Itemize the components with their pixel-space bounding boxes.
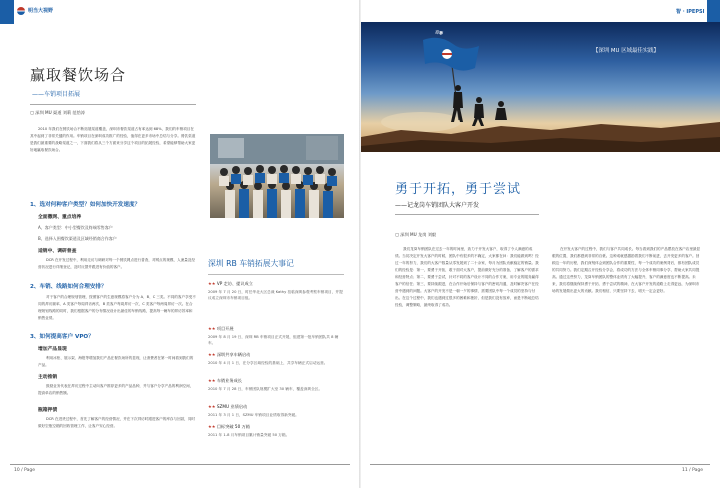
right-page-number: 11 / Page (682, 468, 703, 473)
timeline-event-6-desc: 2011 年 1-8 月车销项目累计销量突破 50 万箱。 (208, 433, 290, 437)
intro-paragraph: 2010 年我们在餐饮场合不断拓展渠道覆盖，深圳市餐饮渠道占有率达到 68%，我们的车销项目在其中起到了非常关键的作用。车销项目在深圳成功推广的经验，值得在更多市场中总结与分享。餐饮渠道是我们最重要的战略渠道之一，下面我们将从三个方面来分享这个项目的拓展经验，希望能够帮助大家更好地赢取餐饮场合。 (30, 127, 196, 152)
right-footer-rule (370, 464, 710, 465)
star-icon: ★★ (208, 352, 217, 357)
event-title-text: SZMU 业绩启动 (216, 404, 248, 409)
heading-1-item-a: A、客户类型：中小型餐饮及终端零售客户 (38, 225, 113, 230)
right-column-1 (395, 246, 539, 458)
heading-2-paragraph: 对于客户的合理规划管理，按照客户的生意规模将客户分为 A、B、C 三类。不同的客户享受不同的拜访频率，A 类客户每周拜访两次，B 类客户每周拜访一次，C 类客户每两周拜访一次。在合理规划线路的同时，我们根据客户的分布情况设计出最佳的车销线路，提高每一辆车的拜访效率和销售业绩。 (38, 295, 196, 320)
title-rule (30, 104, 196, 105)
brand-label: 智 · IPEPSI (676, 9, 705, 15)
heading-3-sub-3: 瓶箱押债 (38, 408, 58, 413)
heading-1-sub-1: 全面撒网、重点培养 (38, 215, 82, 220)
brand-tab (707, 0, 720, 24)
timeline-event-2-title (208, 326, 234, 332)
heading-3-sub-1: 增加产品显现 (38, 347, 67, 352)
right-column-1-paragraph: 我们龙岗车销团队在过去一年的时间里，致力于开发大客户，取得了令人满意的成绩。当初决定开发大客户的时候，团队中有很多的不确定，大家都在问：我们能做到吗？经过一年的努力，我们的大客户数量从零发展到了二十余家，每月为团队贡献稳定的销量。我们的经验是：第一，要勇于开拓，敢于面对大客户，提前做好充分的准备，了解客户的需求和经营特点；第二，要勇于尝试，针对不同的客户设计不同的合作方案，用专业的服务赢得客户的信任；第三，要持续跟进，在合作开始后保持与客户的密切沟通，及时解决客户在经营中遇到的问题。大客户的开发不是一朝一夕的事情，需要团队中每一个成员的坚持与付出。在这个过程中，我们也遇到过很多的困难和挫折，但是我们没有放弃，而是不断地总结经验，调整策略，最终取得了成功。 (395, 247, 539, 307)
event-title-text: 项目开展 (216, 326, 234, 331)
title-rule-right (395, 214, 539, 215)
byline: ▢ 深圳 MU 渠道 刘莉 范恰涛 (30, 110, 85, 115)
star-icon: ★★ (208, 281, 217, 286)
right-column-2 (552, 246, 702, 458)
article-subtitle: ——车销项目拓展 (32, 91, 81, 98)
heading-1: 1、选对何种客户类型？如何加快开发速度？ (30, 202, 141, 208)
heading-1-body (38, 257, 196, 279)
heading-3-body-3 (38, 416, 196, 452)
timeline-event-4-title (208, 378, 242, 384)
heading-3-body-2 (38, 383, 196, 405)
timeline-event-4-desc: 2010 年 7 月 28 日，车销团队规模扩大至 30 辆车，覆盖深圳全区。 (208, 387, 323, 391)
timeline-event-1-desc: 2009 年 7 月 20 日，时任华北大区总裁 Kathy 莅临深圳参观考察车销项目，并提议成立深圳市车销项目组。 (208, 290, 343, 301)
heading-3-body-1 (38, 355, 196, 370)
timeline-event-5-desc: 2011 年 3 月 1 日，SZMU 车销项目业绩取得新突破。 (208, 413, 299, 417)
heading-3-paragraph-1: 利用冰柜、展示架、海报等增加我们产品在餐饮场所的显现，让消费者在第一时间看到我们的产品。 (38, 356, 194, 367)
heading-3: 3、如何提高客户 VPO？ (30, 334, 94, 340)
intro-text (30, 126, 196, 192)
heading-3-paragraph-2: 鼓励业务代表在拜访过程中主动向客户推荐更多的产品品种，并与客户分享产品的利润空间，提高单店的销售额。 (38, 384, 194, 395)
right-column-2-paragraph: 在开发大客户的过程中，我们与客户共同成长。每当看到我们的产品摆放在客户店里最显眼的位置，我们都感到非常的自豪。这种成就感激励着我们不断前进，去开发更多的客户。回顾这一年的历程，我们深刻体会到团队合作的重要性，每一个成功的案例背后，都有团队成员的共同努力。我们定期召开经验分享会，将成功的方法与全体车销同事分享，帮助大家共同提高。通过这些努力，龙岗车销团队的整体业绩有了大幅提升，客户的满意度也不断提高。未来，我们将继续保持勇于开拓、勇于尝试的精神，在大客户开发的道路上走得更远，为深圳市场的发展做出更大的贡献。我们相信，只要坚持下去，明天一定会更好。 (552, 247, 701, 293)
article-subtitle-right: ——记龙岗车销团队大客户开发 (395, 202, 480, 209)
timeline-event-6-title (208, 424, 250, 430)
heading-3-sub-2: 主动推销 (38, 375, 58, 380)
timeline-event-1-title (208, 281, 253, 287)
heading-3-paragraph-3: DCR 在进货过程中，首先了解客户的经营情况，并在下次拜访时跟进客户的库存与回款，同时做好空瓶空箱的回收管理工作，让客户安心经营。 (38, 417, 196, 428)
article-title: 赢取餐饮场合 (30, 66, 127, 84)
event-title-text: 车销业务成长 (216, 378, 242, 383)
left-footer-rule (10, 464, 350, 465)
timeline-event-3-title (208, 352, 250, 358)
team-group-image (210, 134, 344, 218)
star-icon: ★★ (208, 404, 217, 409)
timeline-title: 深圳 RB 车销拓展大事记 (208, 259, 294, 268)
hero-photo (361, 22, 720, 152)
left-page-number: 10 / Page (14, 468, 35, 473)
timeline-rule (208, 274, 344, 275)
team-photo (210, 134, 344, 218)
event-title-text: VP 走访、提议成立 (216, 281, 253, 286)
heading-2-body (38, 294, 196, 328)
heading-1-sub-2: 适销中、调研普查 (38, 249, 77, 254)
event-title-text: 目标突破 50 万箱 (216, 424, 250, 429)
pepsi-logo-icon (17, 7, 25, 15)
section-label: 明当大视野 (28, 8, 54, 14)
star-icon: ★★ (208, 424, 217, 429)
star-icon: ★★ (208, 326, 217, 331)
star-icon: ★★ (208, 378, 217, 383)
event-title-text: 深圳共享车辆启动 (216, 352, 251, 357)
flag-brand-mark: 百事 (434, 29, 444, 36)
timeline-event-3-desc: 2010 年 4 月 1 日，在分享区域经验的基础上，共享车辆正式启动运营。 (208, 361, 328, 365)
heading-1-paragraph: DCR 在开发过程中，利用走访与调研对每一个餐饮网点进行普查，对网点的规模、人流量及经营状况进行详细登记，及时反馈并跟进有价值的客户。 (38, 258, 196, 269)
heading-2: 2、车销、线路如何合理安排？ (30, 284, 107, 290)
photo-caption: 【深圳 MU 区域最佳实践】 (593, 48, 659, 54)
byline-right: ▢ 深圳 MU 龙岗 刘毅 (395, 232, 437, 237)
climbers-image (361, 22, 720, 152)
timeline-event-2-desc: 2009 年 8 月 19 日，深圳 RB 车销项目正式开展，组建第一批车销团队共 8 辆车。 (208, 335, 339, 346)
heading-1-item-b: B、选择入围餐饮渠道及区域经销商合作客户 (38, 236, 117, 241)
timeline-event-5-title (208, 404, 247, 410)
section-tab (0, 0, 14, 24)
article-title-right: 勇于开拓，勇于尝试 (395, 182, 522, 197)
